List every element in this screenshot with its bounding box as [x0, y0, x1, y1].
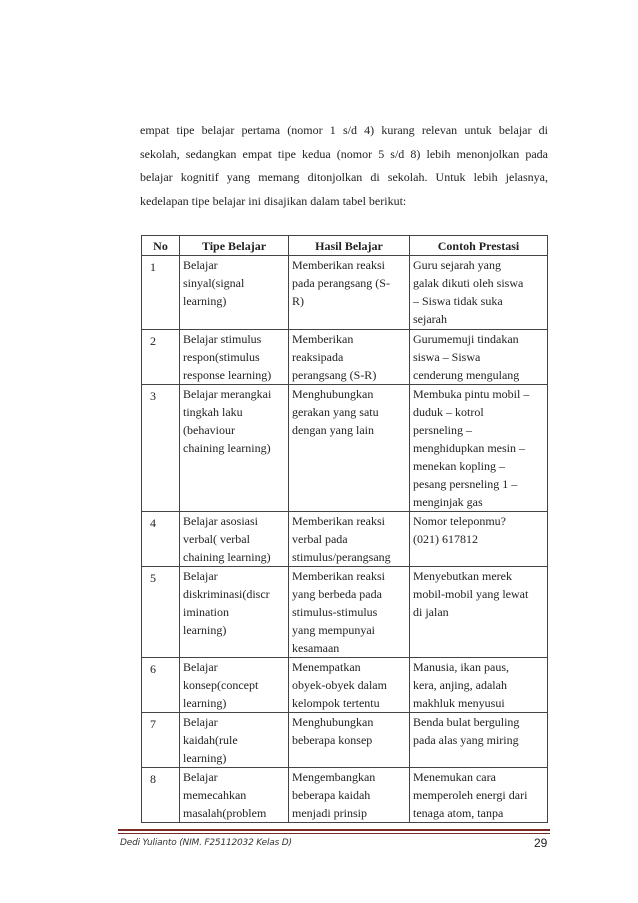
cell-tipe: [180, 512, 289, 567]
cell-line: yang berbeda pada: [292, 587, 382, 601]
cell-line: Mengembangkan: [292, 770, 376, 784]
cell-line: (behaviour: [183, 423, 235, 437]
cell-line: duduk – kotrol: [413, 405, 484, 419]
cell-line: respon(stimulus: [183, 350, 260, 364]
cell-hasil: [289, 330, 410, 385]
cell-line: masalah(problem: [183, 806, 267, 820]
cell-line: beberapa konsep: [292, 733, 373, 747]
cell-line: tingkah laku: [183, 405, 243, 419]
cell-contoh: [410, 713, 548, 768]
cell-line: Guru sejarah yang: [413, 258, 501, 272]
cell-tipe: [180, 256, 289, 330]
cell-line: R): [292, 294, 304, 308]
cell-tipe: [180, 768, 289, 823]
cell-line: memecahkan: [183, 788, 247, 802]
cell-contoh: [410, 256, 548, 330]
cell-line: (021) 617812: [413, 532, 478, 546]
cell-line: Belajar: [183, 660, 218, 674]
cell-line: Menempatkan: [292, 660, 361, 674]
cell-line: verbal( verbal: [183, 532, 250, 546]
cell-line: dengan yang lain: [292, 423, 374, 437]
cell-line: kelompok tertentu: [292, 696, 380, 710]
cell-line: persneling –: [413, 423, 472, 437]
row-number: 3: [150, 389, 156, 403]
cell-no: [142, 385, 180, 512]
header-hasil-belajar: Hasil Belajar: [289, 236, 410, 256]
table-row: [142, 330, 548, 385]
cell-contoh: [410, 567, 548, 658]
row-number: 5: [150, 571, 156, 585]
row-number: 4: [150, 516, 156, 530]
cell-line: imination: [183, 605, 229, 619]
cell-line: menjadi prinsip: [292, 806, 367, 820]
row-number: 6: [150, 662, 156, 676]
cell-line: Menyebutkan merek: [413, 569, 512, 583]
cell-no: [142, 330, 180, 385]
cell-no: [142, 567, 180, 658]
cell-line: Belajar merangkai: [183, 387, 272, 401]
table-row: [142, 385, 548, 512]
cell-tipe: [180, 330, 289, 385]
cell-line: kera, anjing, adalah: [413, 678, 507, 692]
header-no: No: [142, 236, 180, 256]
cell-line: Manusia, ikan paus,: [413, 660, 509, 674]
cell-line: – Siswa tidak suka: [413, 294, 503, 308]
cell-line: chaining learning): [183, 550, 271, 564]
cell-hasil: [289, 768, 410, 823]
paragraph-line: kedelapan tipe belajar ini disajikan dalam tabel berikut:: [140, 193, 407, 208]
cell-hasil: [289, 658, 410, 713]
cell-line: yang mempunyai: [292, 623, 375, 637]
cell-line: sinyal(signal: [183, 276, 245, 290]
cell-line: reaksipada: [292, 350, 344, 364]
cell-line: kesamaan: [292, 641, 340, 655]
cell-line: Memberikan: [292, 332, 354, 346]
table-body: [142, 256, 548, 823]
row-number: 8: [150, 772, 156, 786]
cell-line: pada perangsang (S-: [292, 276, 390, 290]
cell-hasil: [289, 256, 410, 330]
cell-line: learning): [183, 696, 227, 710]
cell-line: sejarah: [413, 312, 447, 326]
table-row: [142, 658, 548, 713]
paragraph-line: empat tipe belajar pertama (nomor 1 s/d 4) kurang relevan untuk belajar di: [140, 123, 548, 137]
cell-line: learning): [183, 751, 227, 765]
cell-line: Nomor teleponmu?: [413, 514, 506, 528]
cell-line: tenaga atom, tanpa: [413, 806, 504, 820]
footer-rule: [118, 829, 550, 831]
cell-line: Memberikan reaksi: [292, 569, 385, 583]
cell-line: kaidah(rule: [183, 733, 238, 747]
header-tipe-belajar: Tipe Belajar: [180, 236, 289, 256]
cell-line: learning): [183, 623, 227, 637]
cell-no: [142, 512, 180, 567]
cell-tipe: [180, 713, 289, 768]
cell-line: response learning): [183, 368, 272, 382]
cell-line: Belajar: [183, 569, 218, 583]
footer-rule-thin: [118, 833, 550, 834]
cell-line: Memberikan reaksi: [292, 514, 385, 528]
cell-line: menekan kopling –: [413, 459, 505, 473]
cell-no: [142, 658, 180, 713]
cell-line: galak dikuti oleh siswa: [413, 276, 524, 290]
cell-line: memperoleh energi dari: [413, 788, 528, 802]
cell-no: [142, 768, 180, 823]
cell-no: [142, 256, 180, 330]
header-contoh-prestasi: Contoh Prestasi: [410, 236, 548, 256]
cell-line: di jalan: [413, 605, 449, 619]
row-number: 7: [150, 717, 156, 731]
table-row: [142, 768, 548, 823]
cell-tipe: [180, 385, 289, 512]
cell-contoh: [410, 768, 548, 823]
body-paragraph: [140, 119, 548, 213]
cell-line: obyek-obyek dalam: [292, 678, 387, 692]
cell-line: pesang persneling 1 –: [413, 477, 518, 491]
table-row: [142, 256, 548, 330]
cell-hasil: [289, 385, 410, 512]
cell-line: mobil-mobil yang lewat: [413, 587, 529, 601]
cell-line: chaining learning): [183, 441, 271, 455]
cell-contoh: [410, 512, 548, 567]
table-row: [142, 512, 548, 567]
cell-line: Belajar: [183, 770, 218, 784]
cell-line: Menghubungkan: [292, 715, 374, 729]
paragraph-line: belajar kognitif yang memang ditonjolkan di sekolah. Untuk lebih jelasnya,: [140, 170, 548, 184]
cell-line: perangsang (S-R): [292, 368, 377, 382]
cell-line: Belajar: [183, 258, 218, 272]
cell-line: Benda bulat berguling: [413, 715, 520, 729]
cell-hasil: [289, 567, 410, 658]
cell-no: [142, 713, 180, 768]
cell-line: Belajar: [183, 715, 218, 729]
learning-types-table: [141, 235, 548, 823]
cell-line: verbal pada: [292, 532, 348, 546]
cell-line: diskriminasi(discr: [183, 587, 270, 601]
cell-line: stimulus-stimulus: [292, 605, 378, 619]
cell-line: menghidupkan mesin –: [413, 441, 525, 455]
row-number: 1: [150, 260, 156, 274]
cell-line: learning): [183, 294, 227, 308]
cell-tipe: [180, 658, 289, 713]
cell-line: makhluk menyusui: [413, 696, 505, 710]
cell-line: Menemukan cara: [413, 770, 496, 784]
cell-line: stimulus/perangsang: [292, 550, 391, 564]
paragraph-line: sekolah, sedangkan empat tipe kedua (nomor 5 s/d 8) lebih menonjolkan pada: [140, 146, 548, 161]
table-row: [142, 713, 548, 768]
cell-contoh: [410, 385, 548, 512]
page-number: 29: [534, 836, 548, 850]
table-header-row: [142, 236, 548, 256]
row-number: 2: [150, 334, 156, 348]
cell-contoh: [410, 658, 548, 713]
cell-line: cenderung mengulang: [413, 368, 520, 382]
cell-line: Belajar stimulus: [183, 332, 262, 346]
cell-line: Membuka pintu mobil –: [413, 387, 530, 401]
cell-line: Menghubungkan: [292, 387, 374, 401]
cell-hasil: [289, 512, 410, 567]
cell-line: Belajar asosiasi: [183, 514, 258, 528]
cell-line: beberapa kaidah: [292, 788, 371, 802]
cell-line: menginjak gas: [413, 495, 483, 509]
cell-line: gerakan yang satu: [292, 405, 379, 419]
cell-line: Memberikan reaksi: [292, 258, 385, 272]
cell-contoh: [410, 330, 548, 385]
cell-hasil: [289, 713, 410, 768]
cell-line: Gurumemuji tindakan: [413, 332, 519, 346]
cell-line: siswa – Siswa: [413, 350, 481, 364]
cell-line: konsep(concept: [183, 678, 259, 692]
footer-author: Dedi Yulianto (NIM. F25112032 Kelas D): [120, 838, 292, 848]
cell-tipe: [180, 567, 289, 658]
table-row: [142, 567, 548, 658]
cell-line: pada alas yang miring: [413, 733, 519, 747]
